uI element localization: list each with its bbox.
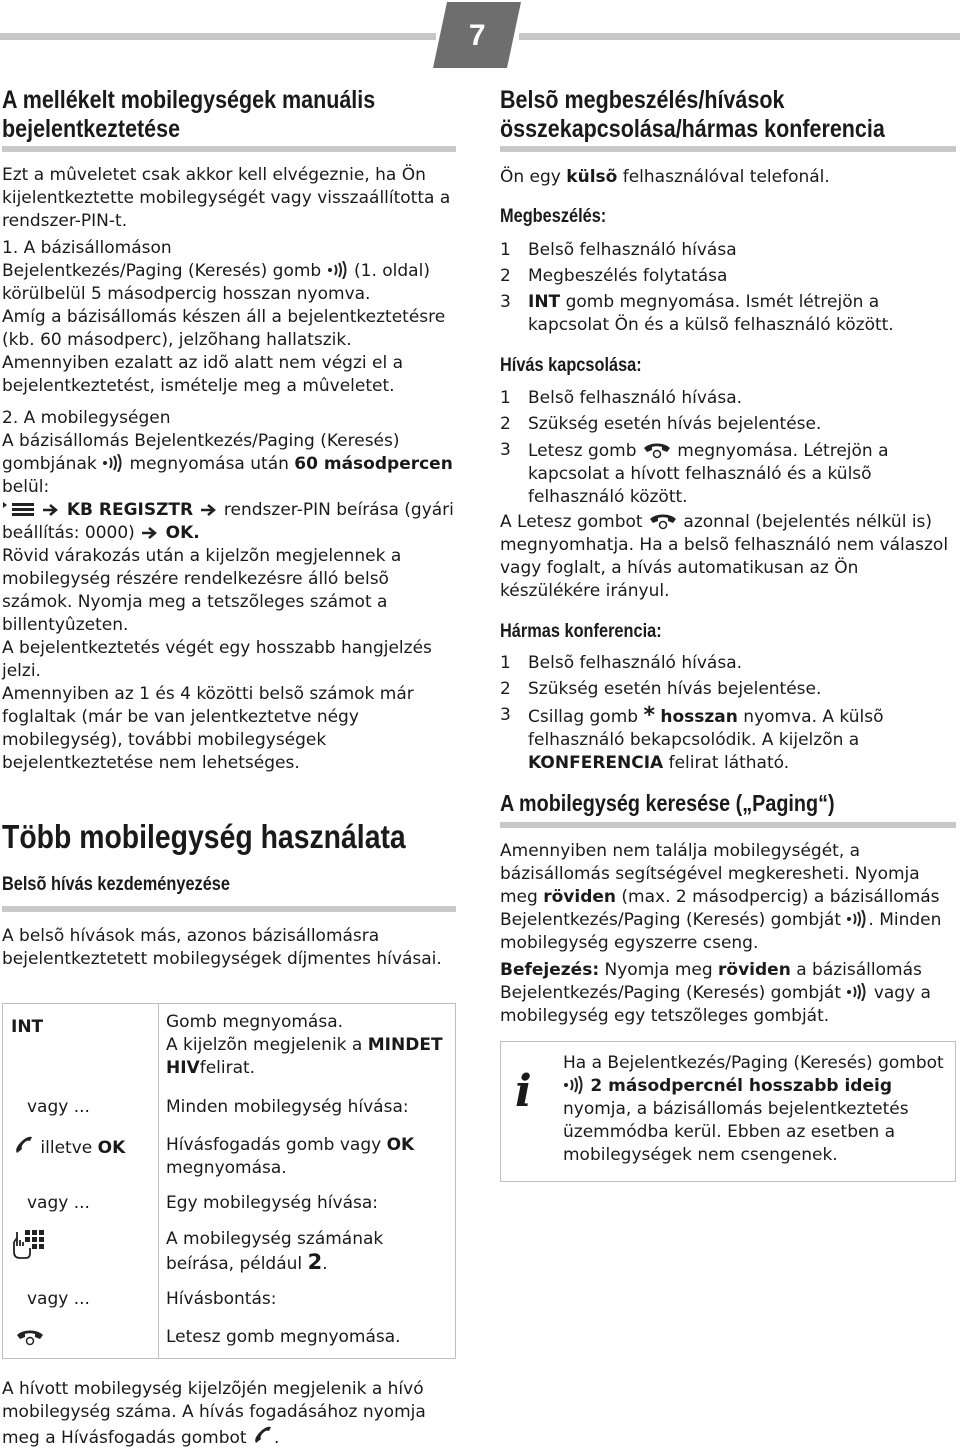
- end-call-icon: [642, 439, 672, 459]
- heading-rule: [500, 146, 956, 152]
- star-key-icon: *: [643, 703, 655, 728]
- heading-rule: [2, 146, 456, 152]
- paging-icon: [846, 983, 868, 1001]
- list-item: 3 INT gomb megnyomása. Ismét létrejön a kapcsolat Ön és a külsõ felhasználó között.: [500, 292, 894, 335]
- arrow-right-icon: [41, 502, 61, 518]
- list-item: 1 Belsõ felhasználó hívása.: [500, 388, 743, 408]
- table-divider: [158, 1004, 159, 1358]
- heading-internal-call: Belsõ hívás kezdeményezése: [2, 874, 230, 895]
- table-row-int-desc: Gomb megnyomása. A kijelzõn megjelenik a MINDET HIVfelirat.: [166, 1012, 443, 1078]
- table-or-label: vagy ...: [27, 1289, 90, 1309]
- heading-conference: Belsõ megbeszélés/hívások összekapcsolása/hármas konferencia: [500, 86, 885, 143]
- info-text: Ha a Bejelentkezés/Paging (Keresés) gombot 2 másodpercnél hosszabb ideig nyomja, a bázisállomás bejelentkeztetés üzemmódba kerül. Ebben az esetben a mobilegységek nem csengenek.: [563, 1053, 944, 1165]
- step2-text: A bázisállomás Bejelentkezés/Paging (Keresés) gombjának megnyomása után 60 másodpercen belül:: [2, 431, 453, 497]
- list-item: 3 Csillag gomb * hosszan nyomva. A külsõ felhasználó bekapcsolódik. A kijelzõn a KONFERENCIA felirat látható.: [500, 703, 884, 773]
- paging-text: Amennyiben nem találja mobilegységét, a bázisállomás segítségével megkeresheti. Nyomja meg röviden (max. 2 másodpercig) a bázisállomás Bejelentkezés/Paging (Keresés) gombját . Minden mobilegység egyszerre cseng.: [500, 841, 942, 953]
- paging-icon: [102, 454, 124, 472]
- list-item: 1 Belsõ felhasználó hívása: [500, 240, 737, 260]
- arrow-right-icon: [140, 525, 160, 541]
- list-item: 1 Belsõ felhasználó hívása.: [500, 653, 743, 673]
- page-number-tab: [433, 2, 521, 68]
- list-item: 2 Szükség esetén hívás bejelentése.: [500, 414, 822, 434]
- keypad-icon: [11, 1228, 45, 1260]
- connect-list: [500, 387, 956, 509]
- external-call-text: Ön egy külsõ felhasználóval telefonál.: [500, 167, 830, 187]
- list-item: 3 Letesz gomb megnyomása. Létrejön a kapcsolat a hívott felhasználó és a külsõ felhasználó között.: [500, 440, 889, 507]
- table-keypad-desc: A mobilegység számának beírása, például 2.: [166, 1229, 384, 1274]
- table-or-label: vagy ...: [27, 1193, 90, 1213]
- full-text: Amennyiben az 1 és 4 közötti belsõ számok már foglaltak (már be van jelentkeztetve négy mobilegység), további mobilegységek bejelentkeztetése nem lehetséges.: [2, 684, 414, 773]
- menu-path: KB REGISZTR rendszer-PIN beírása (gyári beállítás: 0000) OK.: [2, 500, 454, 543]
- arrow-right-icon: [199, 502, 219, 518]
- heading-consult: Megbeszélés:: [500, 206, 607, 227]
- end-call-icon: [15, 1326, 45, 1346]
- consult-list: [500, 239, 956, 337]
- table-one-call: Egy mobilegység hívása:: [166, 1193, 378, 1213]
- heading-manual-registration: A mellékelt mobilegységek manuális bejelentkeztetése: [2, 86, 376, 143]
- table-disconnect: Hívásbontás:: [166, 1289, 277, 1309]
- paging-icon: [563, 1076, 585, 1094]
- info-icon: i: [515, 1066, 532, 1117]
- table-end-key: [15, 1326, 45, 1350]
- heading-rule: [500, 822, 956, 828]
- heading-connect: Hívás kapcsolása:: [500, 355, 642, 376]
- menu-icon: [2, 500, 36, 518]
- step2-title: 2. A mobilegységen: [2, 408, 171, 428]
- page-number: 7: [468, 18, 486, 52]
- handset-accept-icon: [252, 1424, 274, 1446]
- heading-threeway: Hármas konferencia:: [500, 621, 662, 642]
- table-end-desc: Letesz gomb megnyomása.: [166, 1327, 401, 1347]
- heading-rule: [2, 906, 456, 912]
- wait-text: Rövid várakozás után a kijelzõn megjelennek a mobilegység részére rendelkezésre álló belsõ számok. Nyomja meg a tetszõleges számot a billentyûzeten.: [2, 546, 402, 635]
- table-row-int-key: INT: [11, 1017, 44, 1037]
- handset-accept-icon: [13, 1134, 35, 1156]
- info-box: [500, 1041, 956, 1182]
- step2: [2, 407, 456, 775]
- internal-call-text: A belsõ hívások más, azonos bázisállomásra bejelentkeztetett mobilegységek díjmentes hívásai.: [2, 926, 442, 969]
- paging-icon: [327, 261, 349, 279]
- end-text: A bejelentkeztetés végét egy hosszabb hangjelzés jelzi.: [2, 638, 432, 681]
- top-rule-right: [519, 33, 960, 40]
- procedure-table: [2, 1003, 456, 1359]
- bottom-text: A hívott mobilegység kijelzõjén megjelenik a hívó mobilegység száma. A hívás fogadásához nyomja meg a Hívásfogadás gombot .: [2, 1379, 426, 1448]
- hangup-text: A Letesz gombot azonnal (bejelentés nélkül is) megnyomhatja. Ha a belsõ felhasználó nem válaszol vagy foglalt, a hívás automatikusan az Ön készülékére irányul.: [500, 512, 949, 601]
- end-call-icon: [648, 510, 678, 530]
- step1: [2, 237, 456, 398]
- table-accept-key: illetve OK: [13, 1134, 125, 1160]
- table-keypad-key: [11, 1228, 45, 1264]
- heading-multi-handset: Több mobilegység használata: [2, 818, 406, 855]
- heading-paging: A mobilegység keresése („Paging“): [500, 790, 835, 816]
- top-rule-left: [0, 33, 436, 40]
- table-accept-desc: Hívásfogadás gomb vagy OK megnyomása.: [166, 1135, 415, 1178]
- list-item: 2 Szükség esetén hívás bejelentése.: [500, 679, 822, 699]
- table-or-label: vagy ...: [27, 1097, 90, 1117]
- table-all-call: Minden mobilegység hívása:: [166, 1097, 409, 1117]
- paging-end-text: Befejezés: Nyomja meg röviden a bázisállomás Bejelentkezés/Paging (Keresés) gombját vagy a mobilegység egy tetszõleges gombját.: [500, 960, 931, 1026]
- step1-note: Amíg a bázisállomás készen áll a bejelentkeztetésre (kb. 60 másodperc), jelzõhang hallatszik. Amennyiben ezalatt az idõ alatt nem végzi el a bejelentkeztetést, ismételje meg a mûveletet.: [2, 307, 446, 396]
- intro-text: Ezt a mûveletet csak akkor kell elvégeznie, ha Ön kijelentkeztette mobilegységét vagy visszaállította a rendszer-PIN-t.: [2, 165, 451, 231]
- step1-text: Bejelentkezés/Paging (Keresés) gomb (1. oldal) körülbelül 5 másodpercig hosszan nyomva.: [2, 261, 430, 304]
- threeway-list: [500, 652, 956, 775]
- list-item: 2 Megbeszélés folytatása: [500, 266, 728, 286]
- paging-icon: [846, 910, 868, 928]
- step1-title: 1. A bázisállomáson: [2, 238, 172, 258]
